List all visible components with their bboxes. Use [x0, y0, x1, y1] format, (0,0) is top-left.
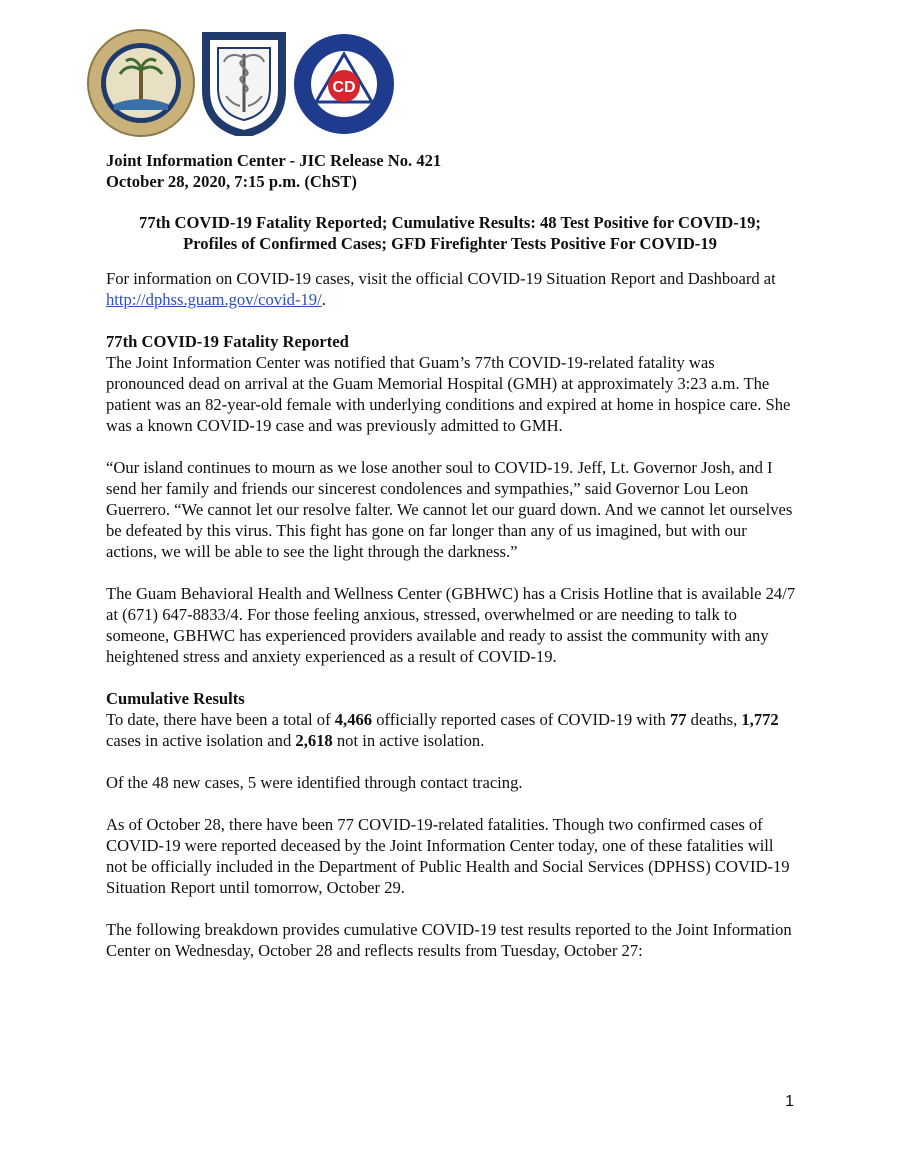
- release-header: [106, 150, 796, 192]
- headline-line-2: Profiles of Confirmed Cases; GFD Firefighter Tests Positive For COVID-19: [183, 234, 717, 253]
- headline: [106, 212, 794, 254]
- active-isolation-count: 1,772: [741, 710, 779, 729]
- total-deaths: 77: [669, 710, 687, 729]
- page-number: 1: [785, 1093, 794, 1110]
- fatality-text: The Joint Information Center was notified that Guam’s 77th COVID-19-related fatality was pronounced dead on arrival at the Guam Memorial Hospital (GMH) at approximately 3:23 a.m. The patient was an 82-year-old female with underlying conditions and expired at home in hospice care. She was a known COVID-19 case and was previously admitted to GMH.: [106, 353, 791, 435]
- cumulative-text-1: To date, there have been a total of: [106, 710, 335, 729]
- cumulative-paragraph: [106, 688, 796, 751]
- not-active-isolation-count: 2,618: [295, 731, 333, 750]
- contact-tracing-paragraph: Of the 48 new cases, 5 were identified through contact tracing.: [106, 773, 523, 792]
- release-date: October 28, 2020, 7:15 p.m. (ChST): [106, 172, 357, 191]
- headline-line-1: 77th COVID-19 Fatality Reported; Cumulative Results: 48 Test Positive for COVID-19;: [139, 213, 761, 232]
- cumulative-text-4: cases in active isolation and: [106, 731, 296, 750]
- dashboard-link[interactable]: http://dphss.guam.gov/covid-19/: [106, 290, 322, 309]
- fatalities-note-paragraph: As of October 28, there have been 77 COVID-19-related fatalities. Though two confirmed cases of COVID-19 were reported deceased by the Joint Information Center today, one of these fatalities will not be officially included in the Department of Public Health and Social Services (DPHSS) COVID-19 Situation Report until tomorrow, October 29.: [106, 815, 790, 897]
- release-body: [106, 268, 796, 982]
- cumulative-text-2: officially reported cases of COVID-19 with: [372, 710, 670, 729]
- intro-end: .: [321, 290, 326, 309]
- hotline-paragraph: The Guam Behavioral Health and Wellness Center (GBHWC) has a Crisis Hotline that is available 24/7 at (671) 647-8833/4. For those feeling anxious, stressed, overwhelmed or are needing to talk to someone, GBHWC has experienced providers available and ready to assist the community with any heightened stress and anxiety experienced as a result of COVID-19.: [106, 584, 796, 666]
- cumulative-text-5: not in active isolation.: [332, 731, 485, 750]
- governor-seal-logo: [86, 28, 196, 138]
- cumulative-heading: Cumulative Results: [106, 689, 245, 708]
- civil-defense-cd-text: CD: [332, 79, 356, 96]
- release-number: Joint Information Center - JIC Release No. 421: [106, 151, 442, 170]
- breakdown-paragraph: The following breakdown provides cumulative COVID-19 test results reported to the Joint Information Center on Wednesday, October 28 and reflects results from Tuesday, October 27:: [106, 920, 792, 960]
- governor-quote: “Our island continues to mourn as we lose another soul to COVID-19. Jeff, Lt. Governor Josh, and I send her family and friends our sincerest condolences and sympathies,” said Governor Lou Leon Guerrero. “We cannot let our resolve falter. We cannot let our guard down. And we cannot let ourselves be defeated by this virus. This fight has gone on far longer than any of us imagined, but with our actions, we will be able to see the light through the darkness.”: [106, 458, 793, 561]
- fatality-heading: 77th COVID-19 Fatality Reported: [106, 332, 349, 351]
- intro-text: For information on COVID-19 cases, visit the official COVID-19 Situation Report and Dashboard at: [106, 269, 776, 288]
- cumulative-text-3: deaths,: [686, 710, 742, 729]
- intro-paragraph: [106, 268, 796, 310]
- public-health-logo: [202, 30, 286, 136]
- fatality-paragraph: [106, 331, 796, 436]
- civil-defense-logo: [292, 32, 396, 136]
- total-cases: 4,466: [334, 710, 373, 729]
